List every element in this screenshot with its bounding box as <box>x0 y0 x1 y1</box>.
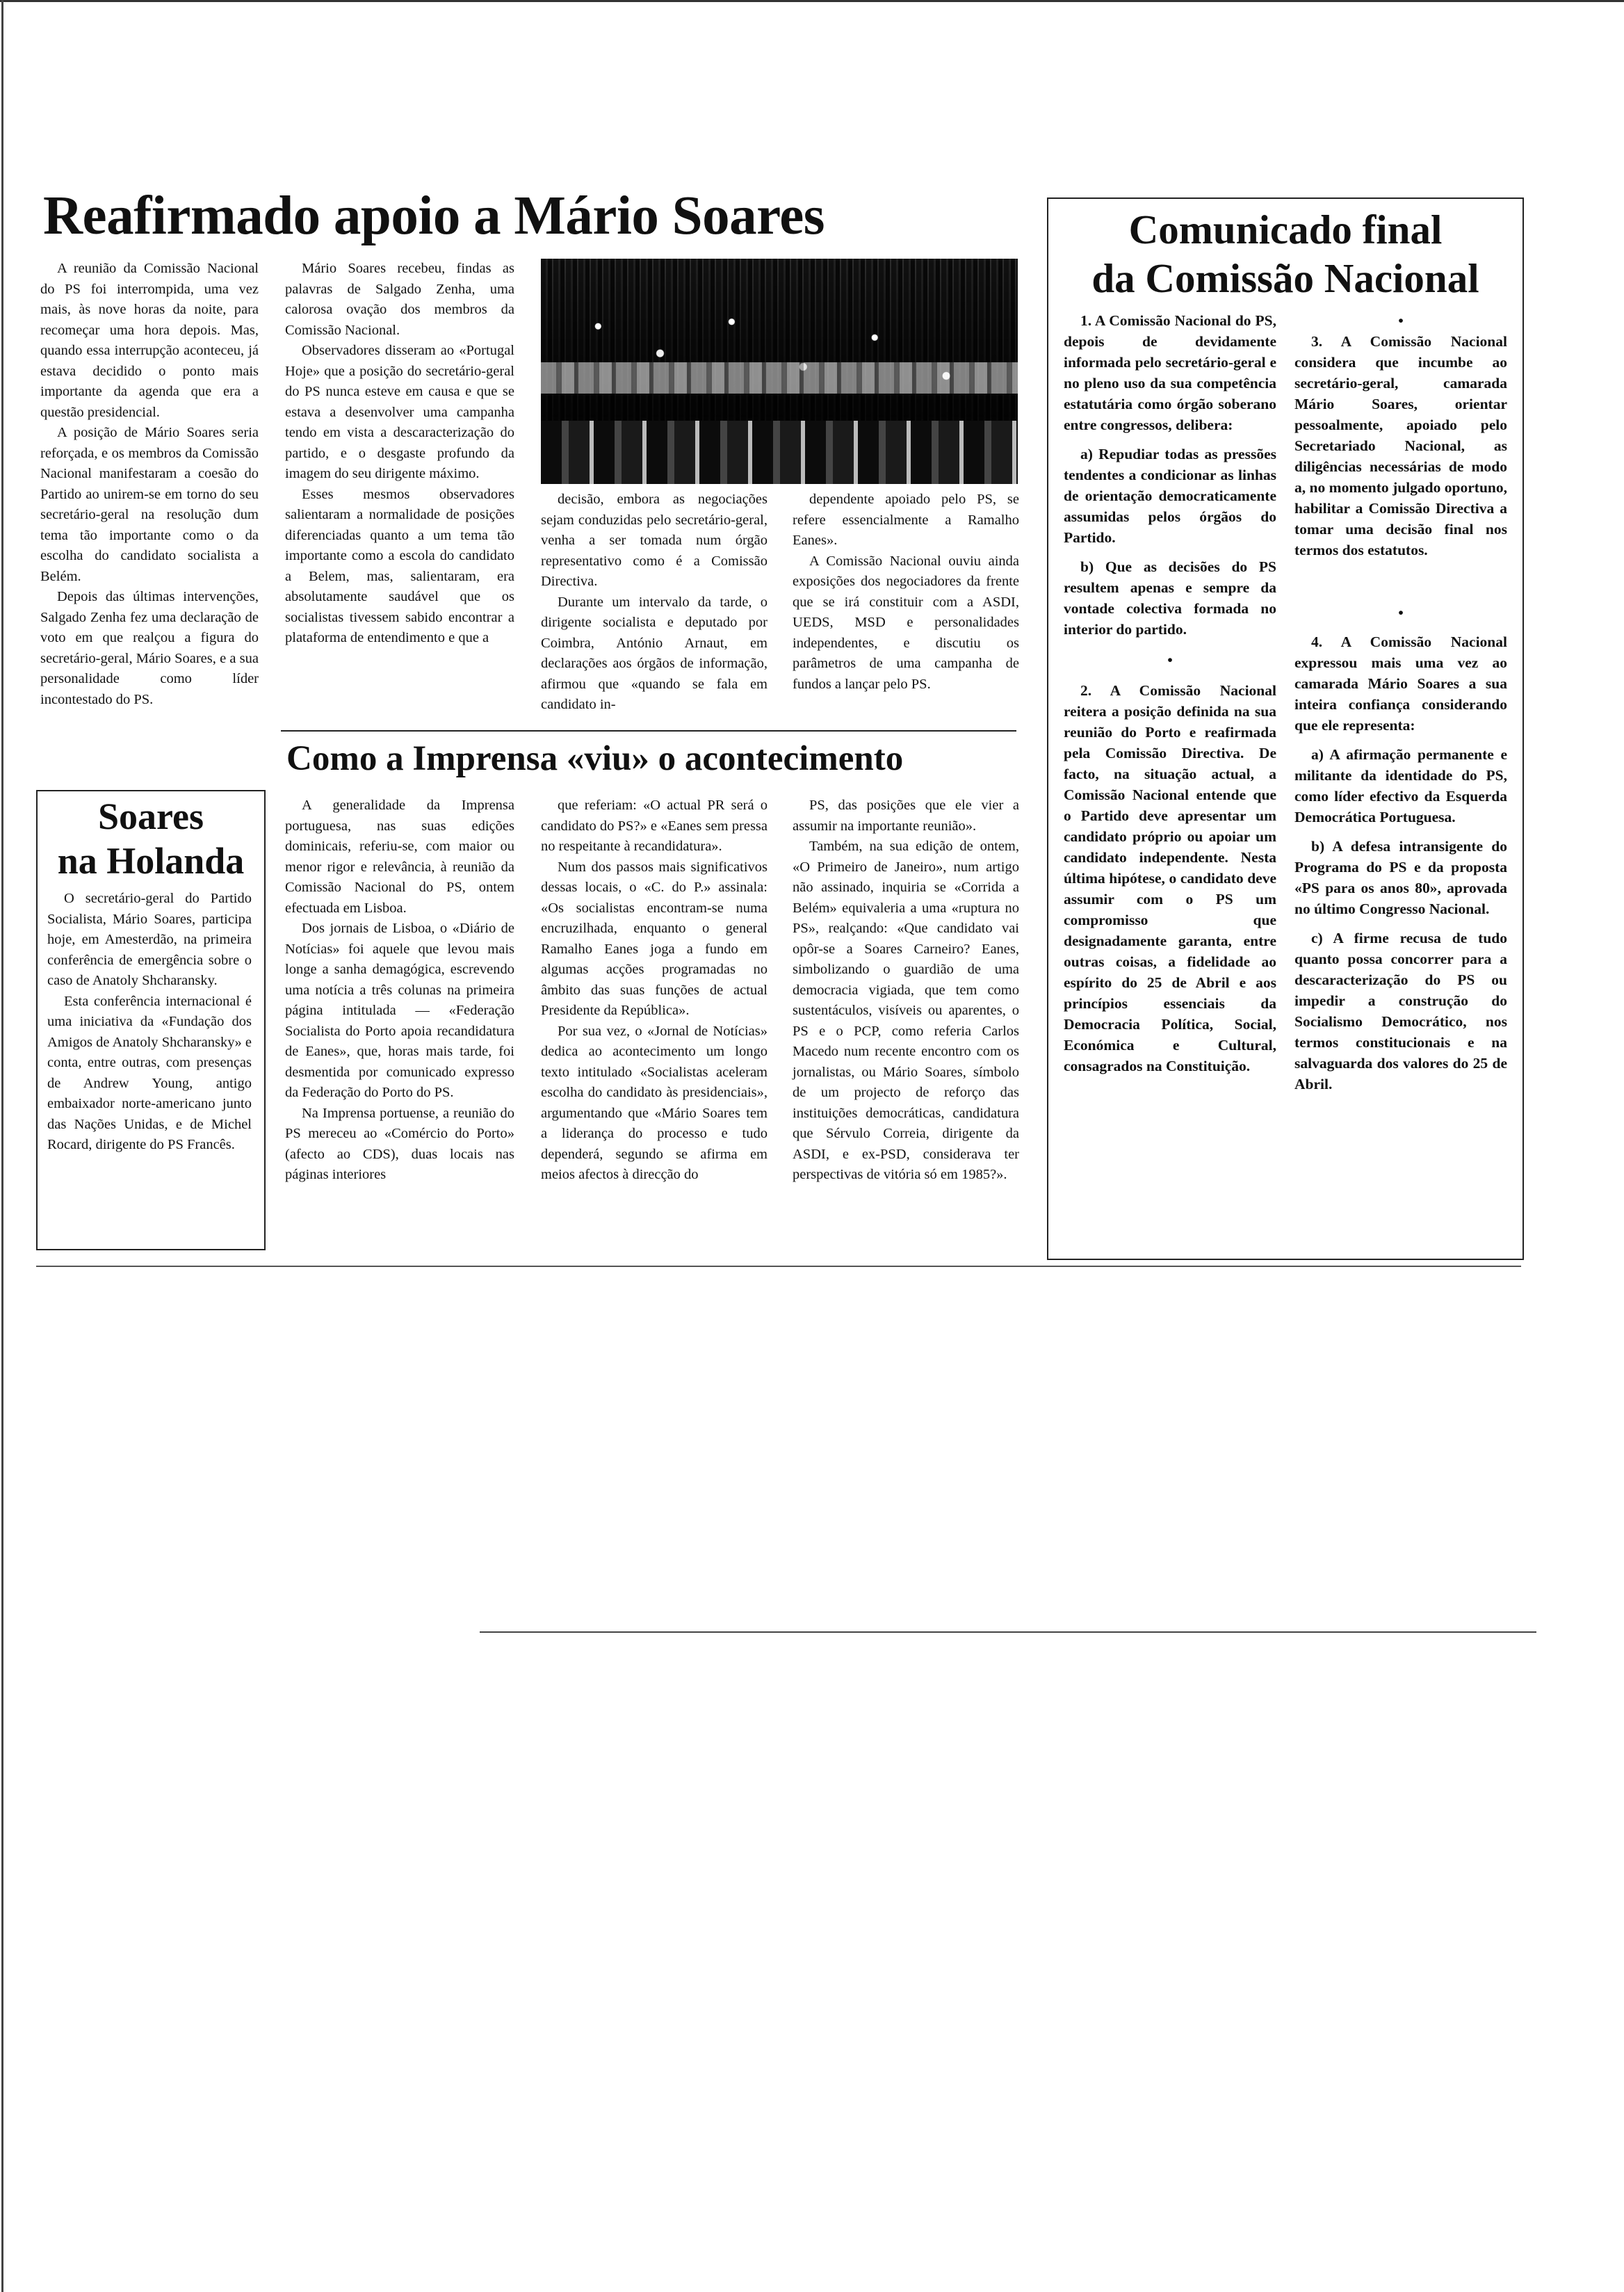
imprensa-headline: Como a Imprensa «viu» o acontecimento <box>286 739 904 778</box>
scan-top-edge <box>0 0 1624 2</box>
bullet-separator: • <box>1398 604 1404 621</box>
scan-left-edge <box>1 0 3 2292</box>
photo-light-band <box>541 362 1018 394</box>
comunicado-point-1: 1. A Comissão Nacional do PS, depois de devidamente informada pelo secretário-geral e no pleno uso da sua competência estatutária como órgão soberano entre congressos, delibera: <box>1064 312 1276 433</box>
main-headline: Reafirmado apoio a Mário Soares <box>43 186 825 246</box>
main-article-col-4 <box>793 490 1019 695</box>
comunicado-point-4c: c) A firme recusa de tudo quanto possa concorrer para a descaracterização do PS ou impedir a construção do Socialismo Democrático, nos termos constitucionais e na salvaguarda dos valores do 25 de Abril. <box>1294 930 1507 1092</box>
paragraph: A generalidade da Imprensa portuguesa, nas suas edições dominicais, referiu-se, com maior ou menor rigor e relevância, à reunião da Comissão Nacional do PS, ontem efectuada em Lisboa. <box>285 798 514 916</box>
imprensa-col-2 <box>541 796 768 1186</box>
paragraph: A reunião da Comissão Nacional do PS foi interrompida, uma vez mais, às nove horas da noite, para recomeçar uma hora depois. Mas, quando essa interrupção aconteceu, já estava decidido o ponto mais importante da agenda que era a questão presidencial. <box>40 261 259 420</box>
comunicado-point-2: 2. A Comissão Nacional reitera a posição definida na sua reunião do Porto e reafirmada pela Comissão Directiva. De facto, na situação actual, a Comissão Nacional entende que o Partido deve apresentar um candidato próprio ou apoiar um candidato independente. Nesta última hipótese, o candidato deve assumir com o PS um compromisso que designadamente garanta, entre outras coisas, a fidelidade ao espírito do 25 de Abril e aos princípios essenciais da Democracia Política, Social, Económica e Cultural, consagrados na Constituição. <box>1064 682 1276 1074</box>
paragraph: Mário Soares recebeu, findas as palavras de Salgado Zenha, uma calorosa ovação dos membros da Comissão Nacional. <box>285 261 514 338</box>
meeting-photo <box>541 259 1018 484</box>
photo-foreground <box>541 421 1018 484</box>
main-article-col-1 <box>40 259 259 710</box>
comunicado-headline-line-2: da Comissão Nacional <box>1091 255 1479 301</box>
paragraph: Dos jornais de Lisboa, o «Diário de Notícias» foi aquele que levou mais longe a sanha demagógica, escrevendo uma notícia a três colunas na primeira página intitulada — «Federação Socialista do Porto apoia recandidatura de Eanes», que, horas mais tarde, foi desmentida por comunicado expresso da Federação do Porto do PS. <box>285 921 514 1100</box>
paragraph: dependente apoiado pelo PS, se refere essencialmente a Ramalho Eanes». <box>793 492 1019 548</box>
holanda-body <box>47 889 252 1156</box>
paragraph: PS, das posições que ele vier a assumir na importante reunião». <box>793 798 1019 834</box>
article-divider <box>281 730 1016 732</box>
paragraph: Também, na sua edição de ontem, «O Primeiro de Janeiro», num artigo não assinado, inquiria se «Corrida a Belém» equivaleria a uma «ruptura no PS», realçando: «Que candidato vai opôr-se a Soares Carneiro? Eanes, simbolizando o guardião de uma democracia vigiada, que tem como sustentáculos, visíveis ou aparentes, o PS e o PCP, como referia Carlos Macedo num recente encontro com os jornalistas, ou Mário Soares, símbolo de um projecto de reforço das instituições democráticas, candidatura que Sérvulo Correia, dirigente da ASDI, e ex-PSD, considerava ter perspectivas de vitória só em 1985?». <box>793 839 1019 1182</box>
paragraph: A posição de Mário Soares seria reforçada, e os membros da Comissão Nacional manifestaram a coesão do Partido ao unirem-se em torno do seu secretário-geral na resolução dum tema tão importante como o da escolha do candidato socialista a Belém. <box>40 425 259 584</box>
bottom-rule-lower <box>480 1631 1536 1633</box>
paragraph: O secretário-geral do Partido Socialista, Mário Soares, participa hoje, em Amesterdão, na primeira conferência de emergência sobre o caso de Anatoly Shcharansky. <box>47 891 252 988</box>
comunicado-point-3: 3. A Comissão Nacional considera que incumbe ao secretário-geral, camarada Mário Soares, orientar pessoalmente, apoiado pelo Secretariado Nacional, as diligências necessárias de modo a, no momento julgado oportuno, habilitar a Comissão Directiva a tomar uma decisão final nos termos dos estatutos. <box>1294 333 1507 558</box>
comunicado-col-1 <box>1064 310 1276 1076</box>
comunicado-col-2 <box>1294 310 1507 1095</box>
bottom-rule-left <box>36 1266 1521 1267</box>
imprensa-col-3 <box>793 796 1019 1186</box>
paragraph: Por sua vez, o «Jornal de Notícias» dedica ao acontecimento um longo texto intitulado «Socialistas aceleram escolha do candidato às presidenciais», argumentando que «Mário Soares tem a liderança do processo e tudo dependerá, segundo se afirma em meios afectos à direcção do <box>541 1023 768 1182</box>
paragraph: Depois das últimas intervenções, Salgado Zenha fez uma declaração de voto em que realçou a figura do secretário-geral, Mário Soares, e a sua personalidade como líder incontestado do PS. <box>40 589 259 707</box>
paragraph: decisão, embora as negociações sejam conduzidas pelo secretário-geral, venha a ser tomada num órgão representativo como é a Comissão Directiva. <box>541 492 768 589</box>
paragraph: Observadores disseram ao «Portugal Hoje» que a posição do secretário-geral do PS nunca esteve em causa e que se estava a desenvolver uma campanha tendo em vista a descaracterização do partido, e o desgaste profundo da imagem do seu dirigente máximo. <box>285 343 514 481</box>
comunicado-point-4b: b) A defesa intransigente do Programa do PS e da proposta «PS para os anos 80», aprovada no último Congresso Nacional. <box>1294 838 1507 917</box>
comunicado-headline-line-1: Comunicado final <box>1128 207 1443 252</box>
paragraph: Durante um intervalo da tarde, o dirigente socialista e deputado por Coimbra, António Arnaut, em declarações aos órgãos de informação, afirmou que «quando se fala em candidato in- <box>541 594 768 712</box>
comunicado-point-4: 4. A Comissão Nacional expressou mais uma vez ao camarada Mário Soares a sua inteira confiança considerando que ele representa: <box>1294 633 1507 734</box>
paragraph: Na Imprensa portuense, a reunião do PS mereceu ao «Comércio do Porto» (afecto ao CDS), duas locais nas páginas interiores <box>285 1105 514 1182</box>
comunicado-point-4a: a) A afirmação permanente e militante da identidade do PS, como líder efectivo da Esquerda Democrática Portuguesa. <box>1294 746 1507 825</box>
holanda-headline-line-1: Soares <box>97 796 204 837</box>
comunicado-point-1b: b) Que as decisões do PS resultem apenas e sempre da vontade colectiva formada no interior do partido. <box>1064 558 1276 638</box>
paragraph: que referiam: «O actual PR será o candidato do PS?» e «Eanes sem pressa no respeitante à recandidatura». <box>541 798 768 854</box>
paragraph: Esses mesmos observadores salientaram a normalidade de posições diferenciadas quanto a um tema tão importante como a escola do candidato a Belem, mas, salientaram, era absolutamente saudável que os socialistas tivessem sabido encontrar a plataforma de entendimento e que a <box>285 486 514 645</box>
main-article-col-3 <box>541 490 768 716</box>
holanda-headline-line-2: na Holanda <box>57 840 245 882</box>
paragraph: Esta conferência internacional é uma iniciativa da «Fundação dos Amigos de Anatoly Shcharansky» e conta, entre outras, com presenças de Andrew Young, antigo embaixador norte-americano junto das Nações Unidas, e de Michel Rocard, dirigente do PS Francês. <box>47 993 252 1152</box>
imprensa-col-1 <box>285 796 514 1186</box>
main-article-col-2 <box>285 259 514 649</box>
paragraph: A Comissão Nacional ouviu ainda exposições dos negociadores da frente que se irá constituir com a ASDI, UEDS, MSD e personalidades independentes, e discutiu os parâmetros de uma campanha de fundos a lançar pelo PS. <box>793 553 1019 692</box>
paragraph: Num dos passos mais significativos dessas locais, o «C. do P.» assinala: «Os socialistas encontram-se numa encruzilhada, enquanto o general Ramalho Eanes joga a fundo em algumas acções programadas no âmbito das suas funções de actual Presidente da República». <box>541 859 768 1018</box>
bullet-separator: • <box>1167 652 1173 668</box>
bullet-separator: • <box>1398 312 1404 329</box>
comunicado-point-1a: a) Repudiar todas as pressões tendentes a condicionar as linhas de orientação democraticamente assumidas pelos órgãos do Partido. <box>1064 446 1276 546</box>
